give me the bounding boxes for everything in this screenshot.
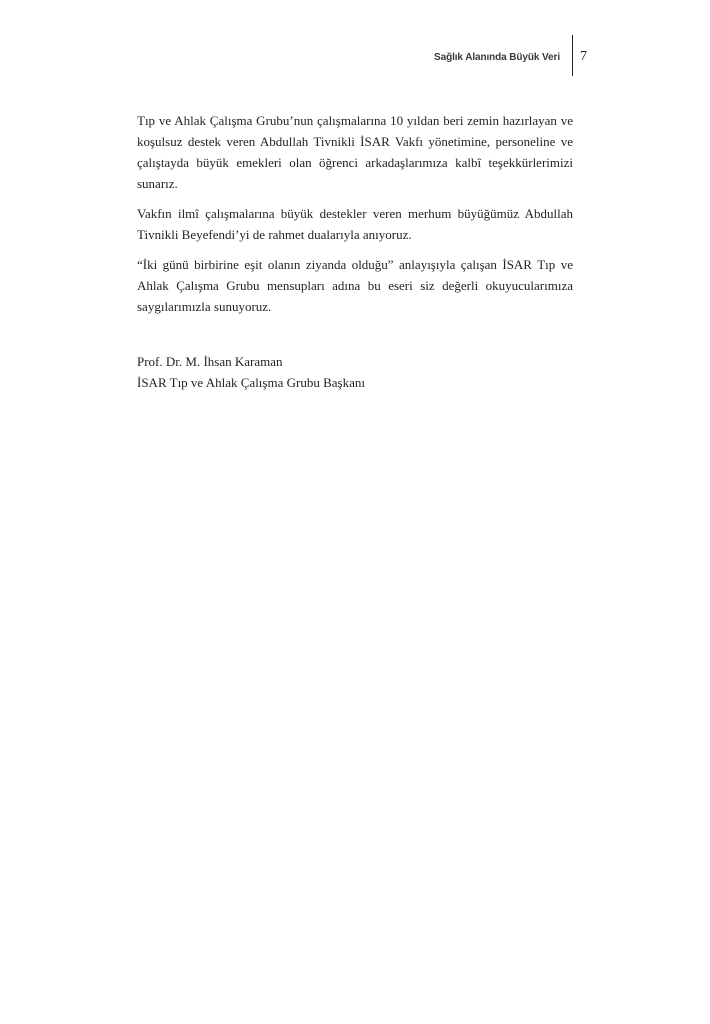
- running-header-title: Sağlık Alanında Büyük Veri: [434, 52, 560, 63]
- signature-title: İSAR Tıp ve Ahlak Çalışma Grubu Başkanı: [137, 375, 365, 390]
- body-text: [137, 110, 573, 326]
- paragraph-acknowledgement: Tıp ve Ahlak Çalışma Grubu’nun çalışmalarına 10 yıldan beri zemin hazırlayan ve koşulsuz destek veren Abdullah Tivnikli İSAR Vakfı yönetimine, personeline ve çalıştayda büyük emekleri olan öğrenci arkadaşlarımıza kalbî teşekkürlerimizi sunarız.: [137, 113, 573, 191]
- header-divider: [572, 35, 573, 76]
- paragraph-dedication: “İki günü birbirine eşit olanın ziyanda olduğu” anlayışıyla çalışan İSAR Tıp ve Ahlak Çalışma Grubu mensupları adına bu eseri siz değerli okuyucularımıza saygılarımızla sunuyoruz.: [137, 257, 573, 314]
- page-number: 7: [580, 49, 587, 64]
- paragraph-remembrance: Vakfın ilmî çalışmalarına büyük destekler veren merhum büyüğümüz Abdullah Tivnikli Beyefendi’yi de rahmet dualarıyla anıyoruz.: [137, 206, 573, 242]
- signature-name: Prof. Dr. M. İhsan Karaman: [137, 354, 283, 369]
- signature-block: [137, 351, 365, 393]
